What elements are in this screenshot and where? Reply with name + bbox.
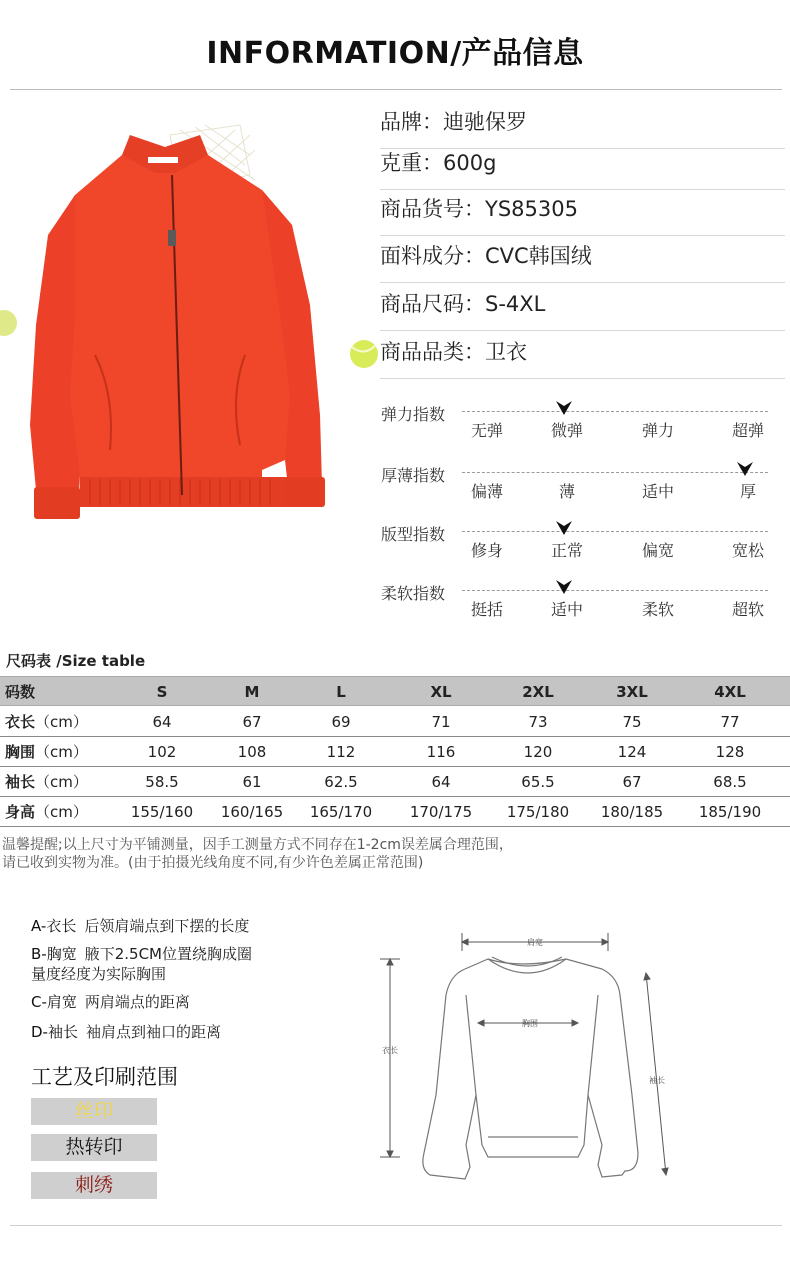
- header-cell: 3XL: [616, 683, 648, 701]
- cuff-right: [283, 477, 325, 507]
- indicator-option: 超弹: [731, 421, 765, 440]
- legend-key: B-胸宽: [31, 945, 77, 963]
- product-photo: [0, 95, 378, 547]
- row-unit: （cm）: [35, 773, 88, 791]
- legend-text: 后领肩端点到下摆的长度: [84, 917, 250, 935]
- indicator-option: 微弹: [550, 421, 584, 440]
- indicator-selected-marker: [736, 461, 754, 477]
- legend-text: 量度经度为实际胸围: [31, 965, 167, 983]
- info-weight: 克重：600g: [380, 143, 785, 190]
- indicator-scale-line: [462, 411, 768, 412]
- table-cell: 65.5: [521, 773, 555, 791]
- table-cell: 77: [720, 713, 740, 731]
- table-cell: 67: [622, 773, 642, 791]
- info-item-number: 商品货号：YS85305: [380, 189, 785, 236]
- table-cell: 185/190: [698, 803, 762, 821]
- legend-length: [31, 916, 249, 936]
- jacket-body: [40, 155, 300, 495]
- table-cell: 64: [431, 773, 451, 791]
- indicator-option: 偏薄: [470, 482, 504, 501]
- table-cell: 64: [152, 713, 172, 731]
- info-fabric: 面料成分：CVC韩国绒: [380, 236, 785, 283]
- row-unit: （cm）: [35, 713, 88, 731]
- diagram-length-label: 衣长: [382, 1046, 398, 1055]
- indicator-option: 适中: [641, 482, 675, 501]
- row-unit: （cm）: [35, 803, 88, 821]
- row-header: [5, 707, 88, 737]
- legend-chest-cont: [31, 964, 166, 984]
- legend-key: D-袖长: [31, 1023, 78, 1041]
- craft-heat-transfer: 热转印: [31, 1134, 157, 1161]
- table-cell: 170/175: [409, 803, 473, 821]
- row-name: 衣长: [5, 713, 36, 731]
- collar-label: [148, 157, 178, 163]
- table-cell: 165/170: [309, 803, 373, 821]
- header-cell: M: [244, 683, 260, 701]
- jacket-sleeve-left: [30, 195, 80, 515]
- indicator-label: 柔软指数: [381, 584, 446, 603]
- table-cell: 124: [617, 743, 647, 761]
- indicator-scale-line: [462, 531, 768, 532]
- table-cell: 155/160: [130, 803, 194, 821]
- bottom-divider: [10, 1225, 782, 1226]
- row-header: [5, 797, 88, 827]
- row-header: [5, 767, 88, 797]
- note-line-1: 温馨提醒;以上尺寸为平铺测量，因手工测量方式不同存在1-2cm误差属合理范围，: [2, 837, 513, 853]
- header-cell: 2XL: [522, 683, 554, 701]
- table-row: [0, 797, 790, 827]
- header-cell: 4XL: [714, 683, 746, 701]
- legend-text: 袖肩点到袖口的距离: [85, 1023, 221, 1041]
- header-cell: 码数: [5, 683, 36, 701]
- table-cell: 61: [242, 773, 262, 791]
- table-cell: 180/185: [600, 803, 664, 821]
- table-cell: 62.5: [324, 773, 358, 791]
- table-cell: 58.5: [145, 773, 179, 791]
- indicator-option: 无弹: [470, 421, 504, 440]
- indicator-label: 版型指数: [381, 525, 446, 544]
- table-cell: 120: [523, 743, 553, 761]
- table-cell: 69: [331, 713, 351, 731]
- indicator-option: 挺括: [470, 600, 504, 619]
- table-cell: 116: [426, 743, 456, 761]
- row-name: 身高: [5, 803, 36, 821]
- title-divider: [10, 89, 782, 90]
- indicator-selected-marker: [555, 579, 573, 595]
- table-cell: 128: [715, 743, 745, 761]
- cuff-left: [34, 487, 80, 519]
- indicator-selected-marker: [555, 400, 573, 416]
- note-line-2: 请已收到实物为准。(由于拍摄光线角度不同,有少许色差属正常范围): [2, 855, 424, 871]
- measurement-note: [2, 836, 513, 872]
- legend-shoulder: [31, 992, 190, 1012]
- diagram-shoulder-label: 肩宽: [527, 938, 543, 947]
- zipper-pull: [168, 230, 176, 246]
- indicator-option: 柔软: [641, 600, 675, 619]
- table-cell: 68.5: [713, 773, 747, 791]
- sweater-seams: [466, 995, 598, 1095]
- size-table-title: 尺码表 /Size table: [6, 652, 146, 670]
- tennis-ball-left: [0, 310, 17, 336]
- header-cell: XL: [430, 683, 452, 701]
- row-name: 胸围: [5, 743, 36, 761]
- size-table-header: [0, 676, 790, 706]
- sweater-outline: [423, 959, 638, 1179]
- measurement-diagram: [370, 925, 690, 1195]
- indicator-option: 厚: [739, 482, 757, 501]
- legend-sleeve: [31, 1022, 221, 1042]
- indicator-option: 适中: [550, 600, 584, 619]
- info-size-range: 商品尺码：S-4XL: [380, 284, 785, 331]
- row-header: [5, 737, 88, 767]
- table-cell: 112: [326, 743, 356, 761]
- craft-screen-print: 丝印: [31, 1098, 157, 1125]
- legend-key: C-肩宽: [31, 993, 77, 1011]
- indicator-option: 薄: [558, 482, 576, 501]
- indicator-option: 正常: [550, 541, 584, 560]
- legend-key: A-衣长: [31, 917, 77, 935]
- sweater-collar: [492, 957, 562, 966]
- indicator-option: 超软: [731, 600, 765, 619]
- page-title: INFORMATION/产品信息: [206, 36, 584, 71]
- indicator-option: 弹力: [641, 421, 675, 440]
- header-cell: S: [156, 683, 168, 701]
- table-row: [0, 737, 790, 767]
- table-cell: 175/180: [506, 803, 570, 821]
- table-cell: 108: [237, 743, 267, 761]
- indicator-option: 宽松: [731, 541, 765, 560]
- sleeve-arrow: [644, 973, 668, 1175]
- table-cell: 67: [242, 713, 262, 731]
- indicator-option: 偏宽: [641, 541, 675, 560]
- table-row: [0, 707, 790, 737]
- diagram-chest-label: 胸围: [522, 1019, 538, 1028]
- sweater-outline-diagram: [370, 925, 690, 1195]
- indicator-selected-marker: [555, 520, 573, 536]
- table-cell: 71: [431, 713, 451, 731]
- jacket-illustration: [0, 95, 378, 547]
- diagram-sleeve-label: 袖长: [649, 1076, 665, 1085]
- legend-text: 腋下2.5CM位置绕胸成圈: [84, 945, 252, 963]
- table-cell: 160/165: [220, 803, 284, 821]
- info-brand: 品牌：迪驰保罗: [380, 102, 785, 149]
- table-cell: 73: [528, 713, 548, 731]
- length-arrow: [380, 959, 400, 1157]
- indicator-option: 修身: [470, 541, 504, 560]
- table-cell: 75: [622, 713, 642, 731]
- craft-title: 工艺及印刷范围: [31, 1065, 178, 1089]
- row-name: 袖长: [5, 773, 36, 791]
- table-cell: 102: [147, 743, 177, 761]
- indicator-label: 厚薄指数: [381, 466, 446, 485]
- indicator-scale-line: [462, 472, 768, 473]
- header-cell: L: [336, 683, 346, 701]
- craft-embroidery: 刺绣: [31, 1172, 157, 1199]
- indicator-scale-line: [462, 590, 768, 591]
- legend-chest: [31, 944, 252, 964]
- row-unit: （cm）: [35, 743, 88, 761]
- info-category: 商品品类：卫衣: [380, 332, 785, 379]
- legend-text: 两肩端点的距离: [84, 993, 190, 1011]
- indicator-label: 弹力指数: [381, 405, 446, 424]
- tennis-ball-right: [350, 340, 378, 368]
- table-row: [0, 767, 790, 797]
